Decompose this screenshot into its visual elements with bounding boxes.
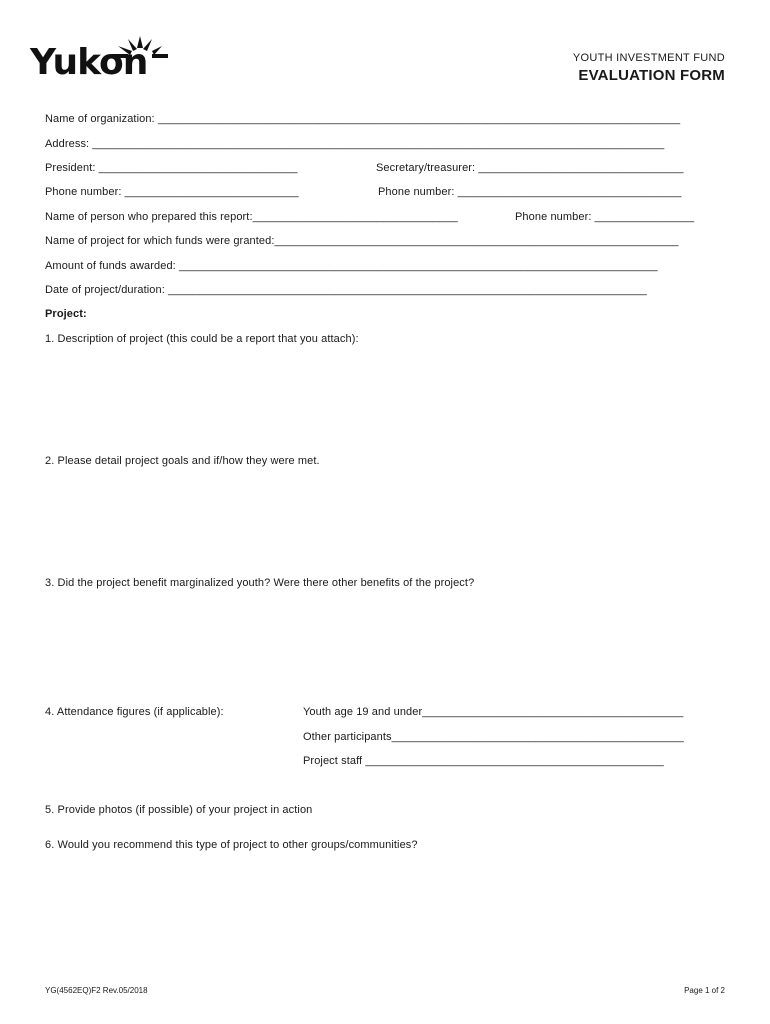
logo-wordmark: Yukon bbox=[30, 42, 148, 83]
address-field[interactable]: Address: ____________________________________________________________________________________________ bbox=[45, 138, 665, 150]
question-5: 5. Provide photos (if possible) of your project in action bbox=[45, 804, 313, 816]
amount-field[interactable]: Amount of funds awarded: _____________________________________________________________________________ bbox=[45, 260, 658, 272]
project-staff-field[interactable]: Project staff ________________________________________________ bbox=[303, 755, 664, 767]
project-heading: Project: bbox=[45, 308, 87, 320]
question-2: 2. Please detail project goals and if/how they were met. bbox=[45, 455, 320, 467]
question-3: 3. Did the project benefit marginalized youth? Were there other benefits of the project? bbox=[45, 577, 475, 589]
secretary-field[interactable]: Secretary/treasurer: _________________________________ bbox=[376, 162, 684, 174]
form-title: EVALUATION FORM bbox=[578, 67, 725, 84]
president-field[interactable]: President: ________________________________ bbox=[45, 162, 298, 174]
yukon-logo bbox=[30, 36, 170, 84]
phone-field-president[interactable]: Phone number: ____________________________ bbox=[45, 186, 299, 198]
question-1: 1. Description of project (this could be a report that you attach): bbox=[45, 333, 359, 345]
phone-field-secretary[interactable]: Phone number: ____________________________________ bbox=[378, 186, 682, 198]
project-name-field[interactable]: Name of project for which funds were granted:_________________________________________________________________ bbox=[45, 235, 679, 247]
other-participants-field[interactable]: Other participants_______________________________________________ bbox=[303, 731, 684, 743]
question-4: 4. Attendance figures (if applicable): bbox=[45, 706, 224, 718]
question-6: 6. Would you recommend this type of project to other groups/communities? bbox=[45, 839, 418, 851]
organization-field[interactable]: Name of organization: ____________________________________________________________________________________ bbox=[45, 113, 681, 125]
preparer-phone-field[interactable]: Phone number: ________________ bbox=[515, 211, 695, 223]
date-field[interactable]: Date of project/duration: _____________________________________________________________________________ bbox=[45, 284, 647, 296]
form-code: YG(4562EQ)F2 Rev.05/2018 bbox=[45, 986, 148, 995]
youth-attendance-field[interactable]: Youth age 19 and under__________________________________________ bbox=[303, 706, 684, 718]
page-number: Page 1 of 2 bbox=[684, 986, 725, 995]
fund-name: YOUTH INVESTMENT FUND bbox=[572, 52, 725, 64]
preparer-field[interactable]: Name of person who prepared this report:_________________________________ bbox=[45, 211, 458, 223]
